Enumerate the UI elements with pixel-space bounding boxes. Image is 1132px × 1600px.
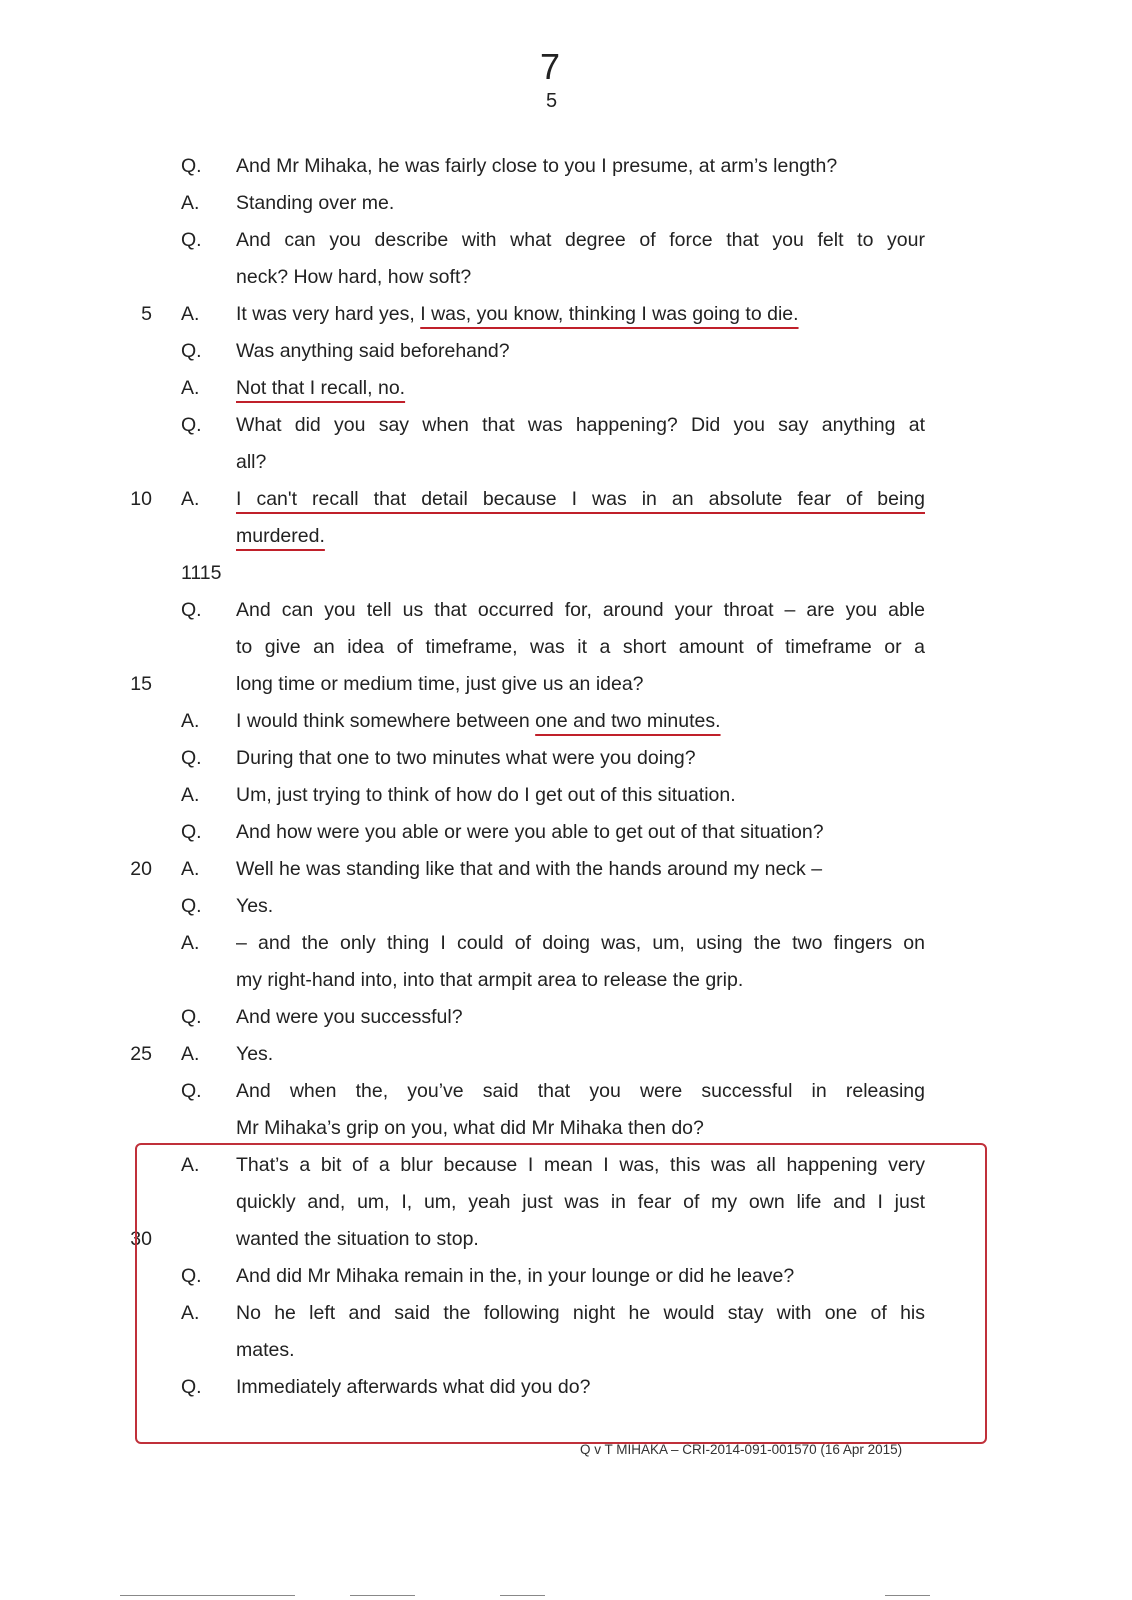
utterance-text bbox=[236, 188, 925, 218]
text-segment: wanted the situation to stop. bbox=[236, 1228, 479, 1250]
line-number: 15 bbox=[130, 673, 152, 695]
speaker-label: Q. bbox=[181, 414, 202, 436]
speaker-label: 1115 bbox=[181, 562, 222, 584]
transcript-line bbox=[0, 1039, 1132, 1069]
text-segment: And Mr Mihaka, he was fairly close to you I presume, at arm’s length? bbox=[236, 155, 838, 177]
speaker-label: Q. bbox=[181, 1006, 202, 1028]
underlined-text: I can't recall that detail because I was in an absolute fear of being bbox=[236, 488, 925, 510]
utterance-text bbox=[236, 743, 925, 773]
text-segment: all? bbox=[236, 451, 267, 473]
transcript-line bbox=[0, 521, 1132, 551]
line-number: 25 bbox=[130, 1043, 152, 1065]
transcript-line bbox=[0, 780, 1132, 810]
scan-edge-line bbox=[885, 1595, 930, 1596]
page-number-large: 7 bbox=[540, 46, 561, 87]
utterance-text bbox=[236, 891, 925, 921]
speaker-label: Q. bbox=[181, 895, 202, 917]
transcript-line bbox=[0, 336, 1132, 366]
transcript-line bbox=[0, 706, 1132, 736]
speaker-label: A. bbox=[181, 1154, 200, 1176]
transcript-line bbox=[0, 854, 1132, 884]
underlined-text: murdered. bbox=[236, 525, 325, 547]
text-segment: I would think somewhere between bbox=[236, 710, 536, 732]
utterance-text bbox=[236, 965, 925, 995]
line-number: 30 bbox=[130, 1228, 152, 1250]
speaker-label: Q. bbox=[181, 229, 202, 251]
utterance-text bbox=[236, 410, 925, 440]
speaker-label: Q. bbox=[181, 1265, 202, 1287]
transcript-line bbox=[0, 669, 1132, 699]
transcript-line bbox=[0, 743, 1132, 773]
text-segment: neck? How hard, how soft? bbox=[236, 266, 472, 288]
text-segment: And were you successful? bbox=[236, 1006, 463, 1028]
text-segment: And can you describe with what degree of force that you felt to your bbox=[236, 229, 925, 251]
text-segment: Was anything said beforehand? bbox=[236, 340, 510, 362]
transcript-line bbox=[0, 558, 1132, 588]
speaker-label: A. bbox=[181, 710, 200, 732]
utterance-text bbox=[236, 447, 925, 477]
utterance-text bbox=[236, 299, 925, 329]
text-segment: Yes. bbox=[236, 895, 274, 917]
utterance-text bbox=[236, 484, 925, 514]
text-segment: Immediately afterwards what did you do? bbox=[236, 1376, 591, 1398]
underlined-text: Not that I recall, no. bbox=[236, 377, 406, 399]
speaker-label: Q. bbox=[181, 747, 202, 769]
text-segment: And did Mr Mihaka remain in the, in your lounge or did he leave? bbox=[236, 1265, 795, 1287]
speaker-label: Q. bbox=[181, 599, 202, 621]
transcript-line bbox=[0, 1076, 1132, 1106]
speaker-label: A. bbox=[181, 784, 200, 806]
line-number: 20 bbox=[130, 858, 152, 880]
footer-citation: Q v T MIHAKA – CRI-2014-091-001570 (16 Apr 2015) bbox=[580, 1442, 903, 1457]
transcript-line bbox=[0, 928, 1132, 958]
text-segment: Well he was standing like that and with the hands around my neck – bbox=[236, 858, 823, 880]
speaker-label: A. bbox=[181, 1043, 200, 1065]
utterance-text bbox=[236, 928, 925, 958]
text-segment: Um, just trying to think of how do I get out of this situation. bbox=[236, 784, 736, 806]
text-segment: – and the only thing I could of doing was, um, using the two fingers on bbox=[236, 932, 925, 954]
text-segment: Yes. bbox=[236, 1043, 274, 1065]
utterance-text bbox=[236, 336, 925, 366]
transcript-line bbox=[0, 225, 1132, 255]
text-segment: And can you tell us that occurred for, around your throat – are you able bbox=[236, 599, 925, 621]
underlined-text: one and two minutes. bbox=[535, 710, 721, 732]
utterance-text bbox=[236, 225, 925, 255]
page-number-small: 5 bbox=[546, 90, 558, 112]
utterance-text bbox=[236, 817, 925, 847]
utterance-text bbox=[236, 521, 925, 551]
transcript-line bbox=[0, 632, 1132, 662]
text-segment: And when the, you’ve said that you were successful in releasing bbox=[236, 1080, 925, 1102]
speaker-label: A. bbox=[181, 1302, 200, 1324]
text-segment: During that one to two minutes what were you doing? bbox=[236, 747, 696, 769]
speaker-label: Q. bbox=[181, 340, 202, 362]
text-segment: mates. bbox=[236, 1339, 295, 1361]
speaker-label: Q. bbox=[181, 1376, 202, 1398]
transcript-line bbox=[0, 410, 1132, 440]
transcript-line bbox=[0, 262, 1132, 292]
transcript-line bbox=[0, 595, 1132, 625]
utterance-text bbox=[236, 151, 925, 181]
utterance-text bbox=[236, 262, 925, 292]
utterance-text bbox=[236, 706, 925, 736]
text-segment: my right-hand into, into that armpit area to release the grip. bbox=[236, 969, 744, 991]
line-number: 5 bbox=[141, 303, 152, 325]
text-segment: quickly and, um, I, um, yeah just was in fear of my own life and I just bbox=[236, 1191, 925, 1213]
text-segment: And how were you able or were you able to get out of that situation? bbox=[236, 821, 824, 843]
red-annotation-box bbox=[135, 1143, 987, 1444]
speaker-label: A. bbox=[181, 488, 200, 510]
text-segment: Standing over me. bbox=[236, 192, 395, 214]
utterance-text bbox=[236, 1113, 925, 1143]
transcript-line bbox=[0, 1002, 1132, 1032]
transcript-line bbox=[0, 447, 1132, 477]
transcript-line bbox=[0, 299, 1132, 329]
utterance-text bbox=[236, 373, 925, 403]
scan-edge-line bbox=[500, 1595, 545, 1596]
transcript-line bbox=[0, 188, 1132, 218]
utterance-text bbox=[236, 1076, 925, 1106]
utterance-text bbox=[236, 669, 925, 699]
text-segment: to give an idea of timeframe, was it a short amount of timeframe or a bbox=[236, 636, 925, 658]
transcript-line bbox=[0, 817, 1132, 847]
transcript-line bbox=[0, 151, 1132, 181]
speaker-label: A. bbox=[181, 192, 200, 214]
transcript-line bbox=[0, 484, 1132, 514]
transcript-line bbox=[0, 1113, 1132, 1143]
speaker-label: A. bbox=[181, 303, 200, 325]
speaker-label: Q. bbox=[181, 1080, 202, 1102]
line-number: 10 bbox=[130, 488, 152, 510]
text-segment: It was very hard yes, bbox=[236, 303, 421, 325]
transcript-line bbox=[0, 965, 1132, 995]
speaker-label: A. bbox=[181, 377, 200, 399]
utterance-text bbox=[236, 780, 925, 810]
text-segment: long time or medium time, just give us an idea? bbox=[236, 673, 644, 695]
text-segment: Mr Mihaka’s grip on you, what did Mr Mihaka then do? bbox=[236, 1117, 704, 1139]
utterance-text bbox=[236, 1039, 925, 1069]
transcript-line bbox=[0, 891, 1132, 921]
utterance-text bbox=[236, 595, 925, 625]
text-segment: No he left and said the following night he would stay with one of his bbox=[236, 1302, 925, 1324]
utterance-text bbox=[236, 1002, 925, 1032]
scan-edge-line bbox=[120, 1595, 295, 1596]
speaker-label: A. bbox=[181, 858, 200, 880]
underlined-text: I was, you know, thinking I was going to die. bbox=[420, 303, 799, 325]
utterance-text bbox=[236, 854, 925, 884]
transcript-line bbox=[0, 373, 1132, 403]
speaker-label: A. bbox=[181, 932, 200, 954]
text-segment: That’s a bit of a blur because I mean I was, this was all happening very bbox=[236, 1154, 925, 1176]
text-segment: What did you say when that was happening? Did you say anything at bbox=[236, 414, 925, 436]
speaker-label: Q. bbox=[181, 155, 202, 177]
speaker-label: Q. bbox=[181, 821, 202, 843]
utterance-text bbox=[236, 632, 925, 662]
scan-edge-line bbox=[350, 1595, 415, 1596]
